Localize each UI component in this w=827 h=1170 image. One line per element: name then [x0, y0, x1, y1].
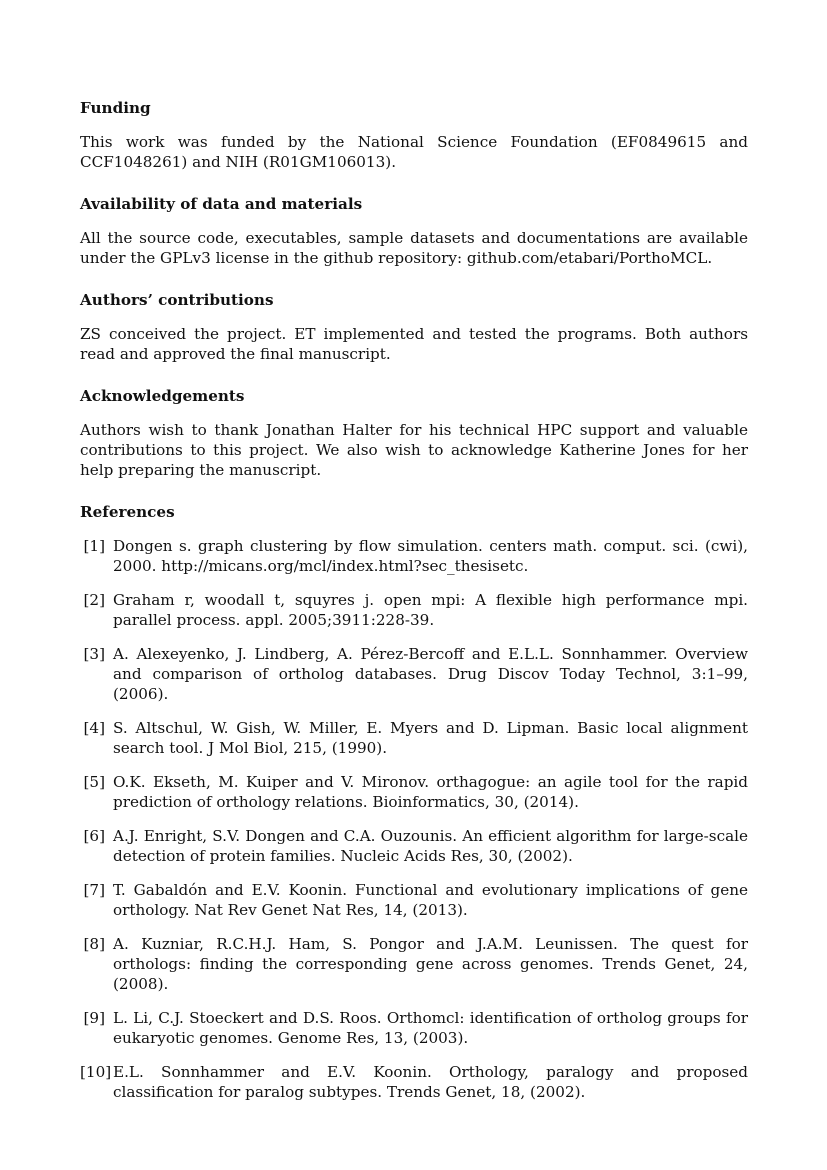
reference-number: [3]	[83, 645, 105, 663]
reference-item	[80, 826, 748, 866]
reference-number: [7]	[83, 881, 105, 899]
reference-item	[80, 718, 748, 758]
reference-item	[80, 1062, 748, 1102]
reference-text: T. Gabaldón and E.V. Koonin. Functional and evolutionary implications of gene orthology. Nat Rev Genet Nat Res, 14, (2013).	[113, 881, 748, 919]
reference-text: A.J. Enright, S.V. Dongen and C.A. Ouzounis. An efficient algorithm for large-scale detection of protein families. Nucleic Acids Res, 30, (2002).	[113, 827, 748, 865]
document-page	[80, 98, 748, 1116]
reference-number: [9]	[83, 1009, 105, 1027]
reference-item	[80, 772, 748, 812]
reference-item	[80, 590, 748, 630]
reference-item	[80, 880, 748, 920]
reference-item	[80, 934, 748, 994]
reference-text: A. Kuzniar, R.C.H.J. Ham, S. Pongor and J.A.M. Leunissen. The quest for orthologs: finding the corresponding gene across genomes. Trends Genet, 24, (2008).	[113, 935, 748, 993]
reference-text: L. Li, C.J. Stoeckert and D.S. Roos. Orthomcl: identification of ortholog groups for eukaryotic genomes. Genome Res, 13, (2003).	[113, 1009, 748, 1047]
reference-text: E.L. Sonnhammer and E.V. Koonin. Orthology, paralogy and proposed classification for paralog subtypes. Trends Genet, 18, (2002).	[113, 1063, 748, 1101]
reference-text: Graham r, woodall t, squyres j. open mpi: A flexible high performance mpi. parallel process. appl. 2005;3911:228-39.	[113, 591, 748, 629]
availability-text: All the source code, executables, sample datasets and documentations are available under the GPLv3 license in the github repository: github.com/etabari/PorthoMCL.	[80, 229, 748, 267]
funding-text: This work was funded by the National Science Foundation (EF0849615 and CCF1048261) and NIH (R01GM106013).	[80, 133, 748, 171]
reference-number: [8]	[83, 935, 105, 953]
reference-list	[80, 536, 748, 1102]
acknowledgements-text: Authors wish to thank Jonathan Halter for his technical HPC support and valuable contributions to this project. We also wish to acknowledge Katherine Jones for her help preparing the manuscript.	[80, 421, 748, 479]
reference-item	[80, 644, 748, 704]
reference-number: [6]	[83, 827, 105, 845]
reference-text: Dongen s. graph clustering by flow simulation. centers math. comput. sci. (cwi), 2000. http://micans.org/mcl/index.html?sec_thesisetc.	[113, 537, 748, 575]
reference-text: S. Altschul, W. Gish, W. Miller, E. Myers and D. Lipman. Basic local alignment search tool. J Mol Biol, 215, (1990).	[113, 719, 748, 757]
reference-item	[80, 1008, 748, 1048]
reference-number: [2]	[83, 591, 105, 609]
reference-number: [1]	[83, 537, 105, 555]
contributions-heading: Authors’ contributions	[80, 291, 274, 309]
contributions-text: ZS conceived the project. ET implemented and tested the programs. Both authors read and approved the final manuscript.	[80, 325, 748, 363]
reference-item	[80, 536, 748, 576]
acknowledgements-heading: Acknowledgements	[80, 387, 245, 405]
references-heading: References	[80, 503, 175, 521]
availability-heading: Availability of data and materials	[80, 195, 363, 213]
reference-number: [5]	[83, 773, 105, 791]
reference-text: O.K. Ekseth, M. Kuiper and V. Mironov. orthagogue: an agile tool for the rapid prediction of orthology relations. Bioinformatics, 30, (2014).	[113, 773, 748, 811]
reference-text: A. Alexeyenko, J. Lindberg, A. Pérez-Bercoff and E.L.L. Sonnhammer. Overview and comparison of ortholog databases. Drug Discov Today Technol, 3:1–99, (2006).	[113, 645, 748, 703]
reference-number: [10]	[80, 1063, 112, 1081]
funding-heading: Funding	[80, 99, 151, 117]
reference-number: [4]	[83, 719, 105, 737]
